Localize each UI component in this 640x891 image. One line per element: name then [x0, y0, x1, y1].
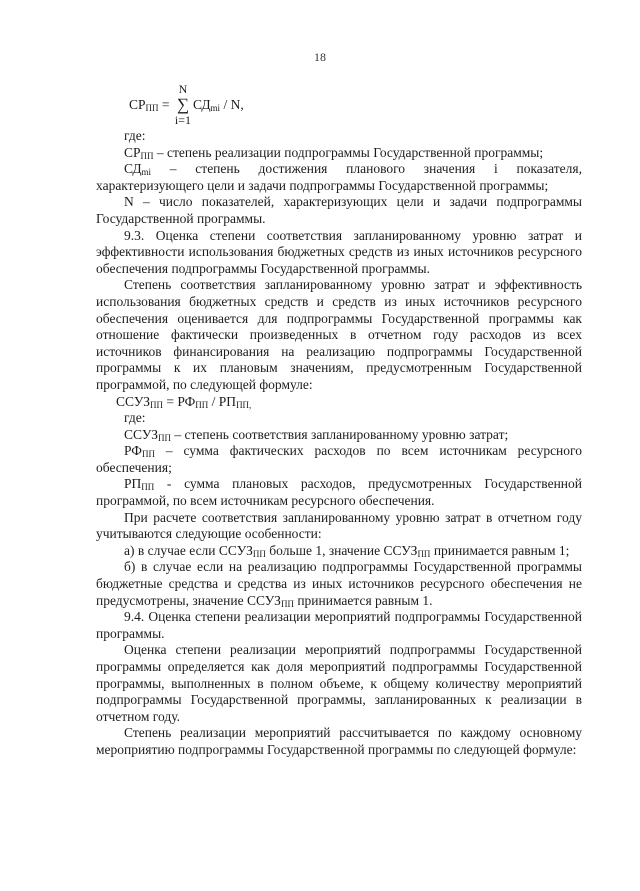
formula-sr-lhs-sub: ПП — [145, 102, 159, 113]
formula-sr-term-sub: mi — [210, 102, 221, 113]
def-sd: $СД_{mi}$ – степень достижения планового значения i показателя, характеризующего цели и задачи подпрограммы Государственной программы; — [96, 161, 582, 193]
formula-sr-lhs: СР — [129, 96, 146, 112]
def-rp: $РП_{ПП}$ - сумма плановых расходов, предусмотренных Государственной программой, по всем источникам ресурсного обеспечения. — [96, 476, 582, 509]
def-rf: $РФ_{ПП}$ – сумма фактических расходов по всем источникам ресурсного обеспечения; — [96, 443, 582, 475]
paragraph-calculation: Степень реализации мероприятий рассчитывается по каждому основному мероприятию подпрограммы Государственной программы по следующей формуле: — [96, 725, 582, 757]
sum-upper: N — [178, 82, 188, 96]
def-ssuz: $ССУЗ_{ПП}$ – степень соответствия запланированному уровню затрат; — [124, 426, 509, 443]
sum-lower: i=1 — [174, 113, 191, 127]
sigma-symbol: ∑ — [176, 95, 189, 114]
paragraph-features: При расчете соответствия запланированному уровню затрат в отчетном году учитываются следующие особенности: — [96, 509, 582, 542]
rule-a: а) в случае если $ССУЗ_{ПП}$ больше 1, значение $ССУЗ_{ПП}$ принимается равным 1; — [124, 542, 570, 559]
page-number: 18 — [314, 50, 326, 64]
formula-sr-term: СД — [193, 96, 211, 112]
document-body — [96, 128, 582, 759]
summation — [175, 82, 191, 127]
paragraph-costs: Степень соответствия запланированному уровню затрат и эффективность использования бюджетных средств и средств из иных источников ресурсного обеспечения оценивается для подпрограммы Государственной программы как отношение фактически произведенных в отчетном году расходов из всех источников финансирования на реализацию подпрограммы Государственной программы к их плановым значениям, предусмотренным Государственной программой, по следующей формуле: — [96, 277, 582, 392]
formula-sr-eq: = — [158, 96, 173, 112]
formula-sr — [129, 82, 244, 127]
paragraph-measures: Оценка степени реализации мероприятий подпрограммы Государственной программы определяется как доля мероприятий подпрограммы Государственной программы, выполненных в полном объеме, к общему количеству мероприятий подпрограммы Государственной программы, запланированных к реализации в отчетном году. — [96, 642, 582, 724]
def-sr: $СР_{ПП}$ – степень реализации подпрограммы Государственной программы; — [124, 144, 544, 161]
formula-sr-tail: / N, — [220, 96, 244, 112]
def-n: N – число показателей, характеризующих цели и задачи подпрограммы Государственной программы. — [96, 194, 582, 226]
formula-ssuz: $ССУЗ_{ПП} = РФ_{ПП} / РП_{ПП,}$ — [116, 393, 252, 410]
section-9-3-heading: 9.3. Оценка степени соответствия запланированному уровню затрат и эффективности использования бюджетных средств из иных источников ресурсного обеспечения подпрограммы Государственной программы. — [96, 227, 582, 276]
rule-b: б) в случае если на реализацию подпрограммы Государственной программы бюджетные средства и средства из иных источников ресурсного обеспечения не предусмотрены, значение $ССУЗ_{ПП}$ принимается равным 1. — [96, 559, 582, 609]
section-9-4-heading: 9.4. Оценка степени реализации мероприятий подпрограммы Государственной программы. — [96, 609, 582, 641]
where-label-2: где: — [124, 410, 146, 426]
where-label-1: где: — [124, 128, 146, 143]
